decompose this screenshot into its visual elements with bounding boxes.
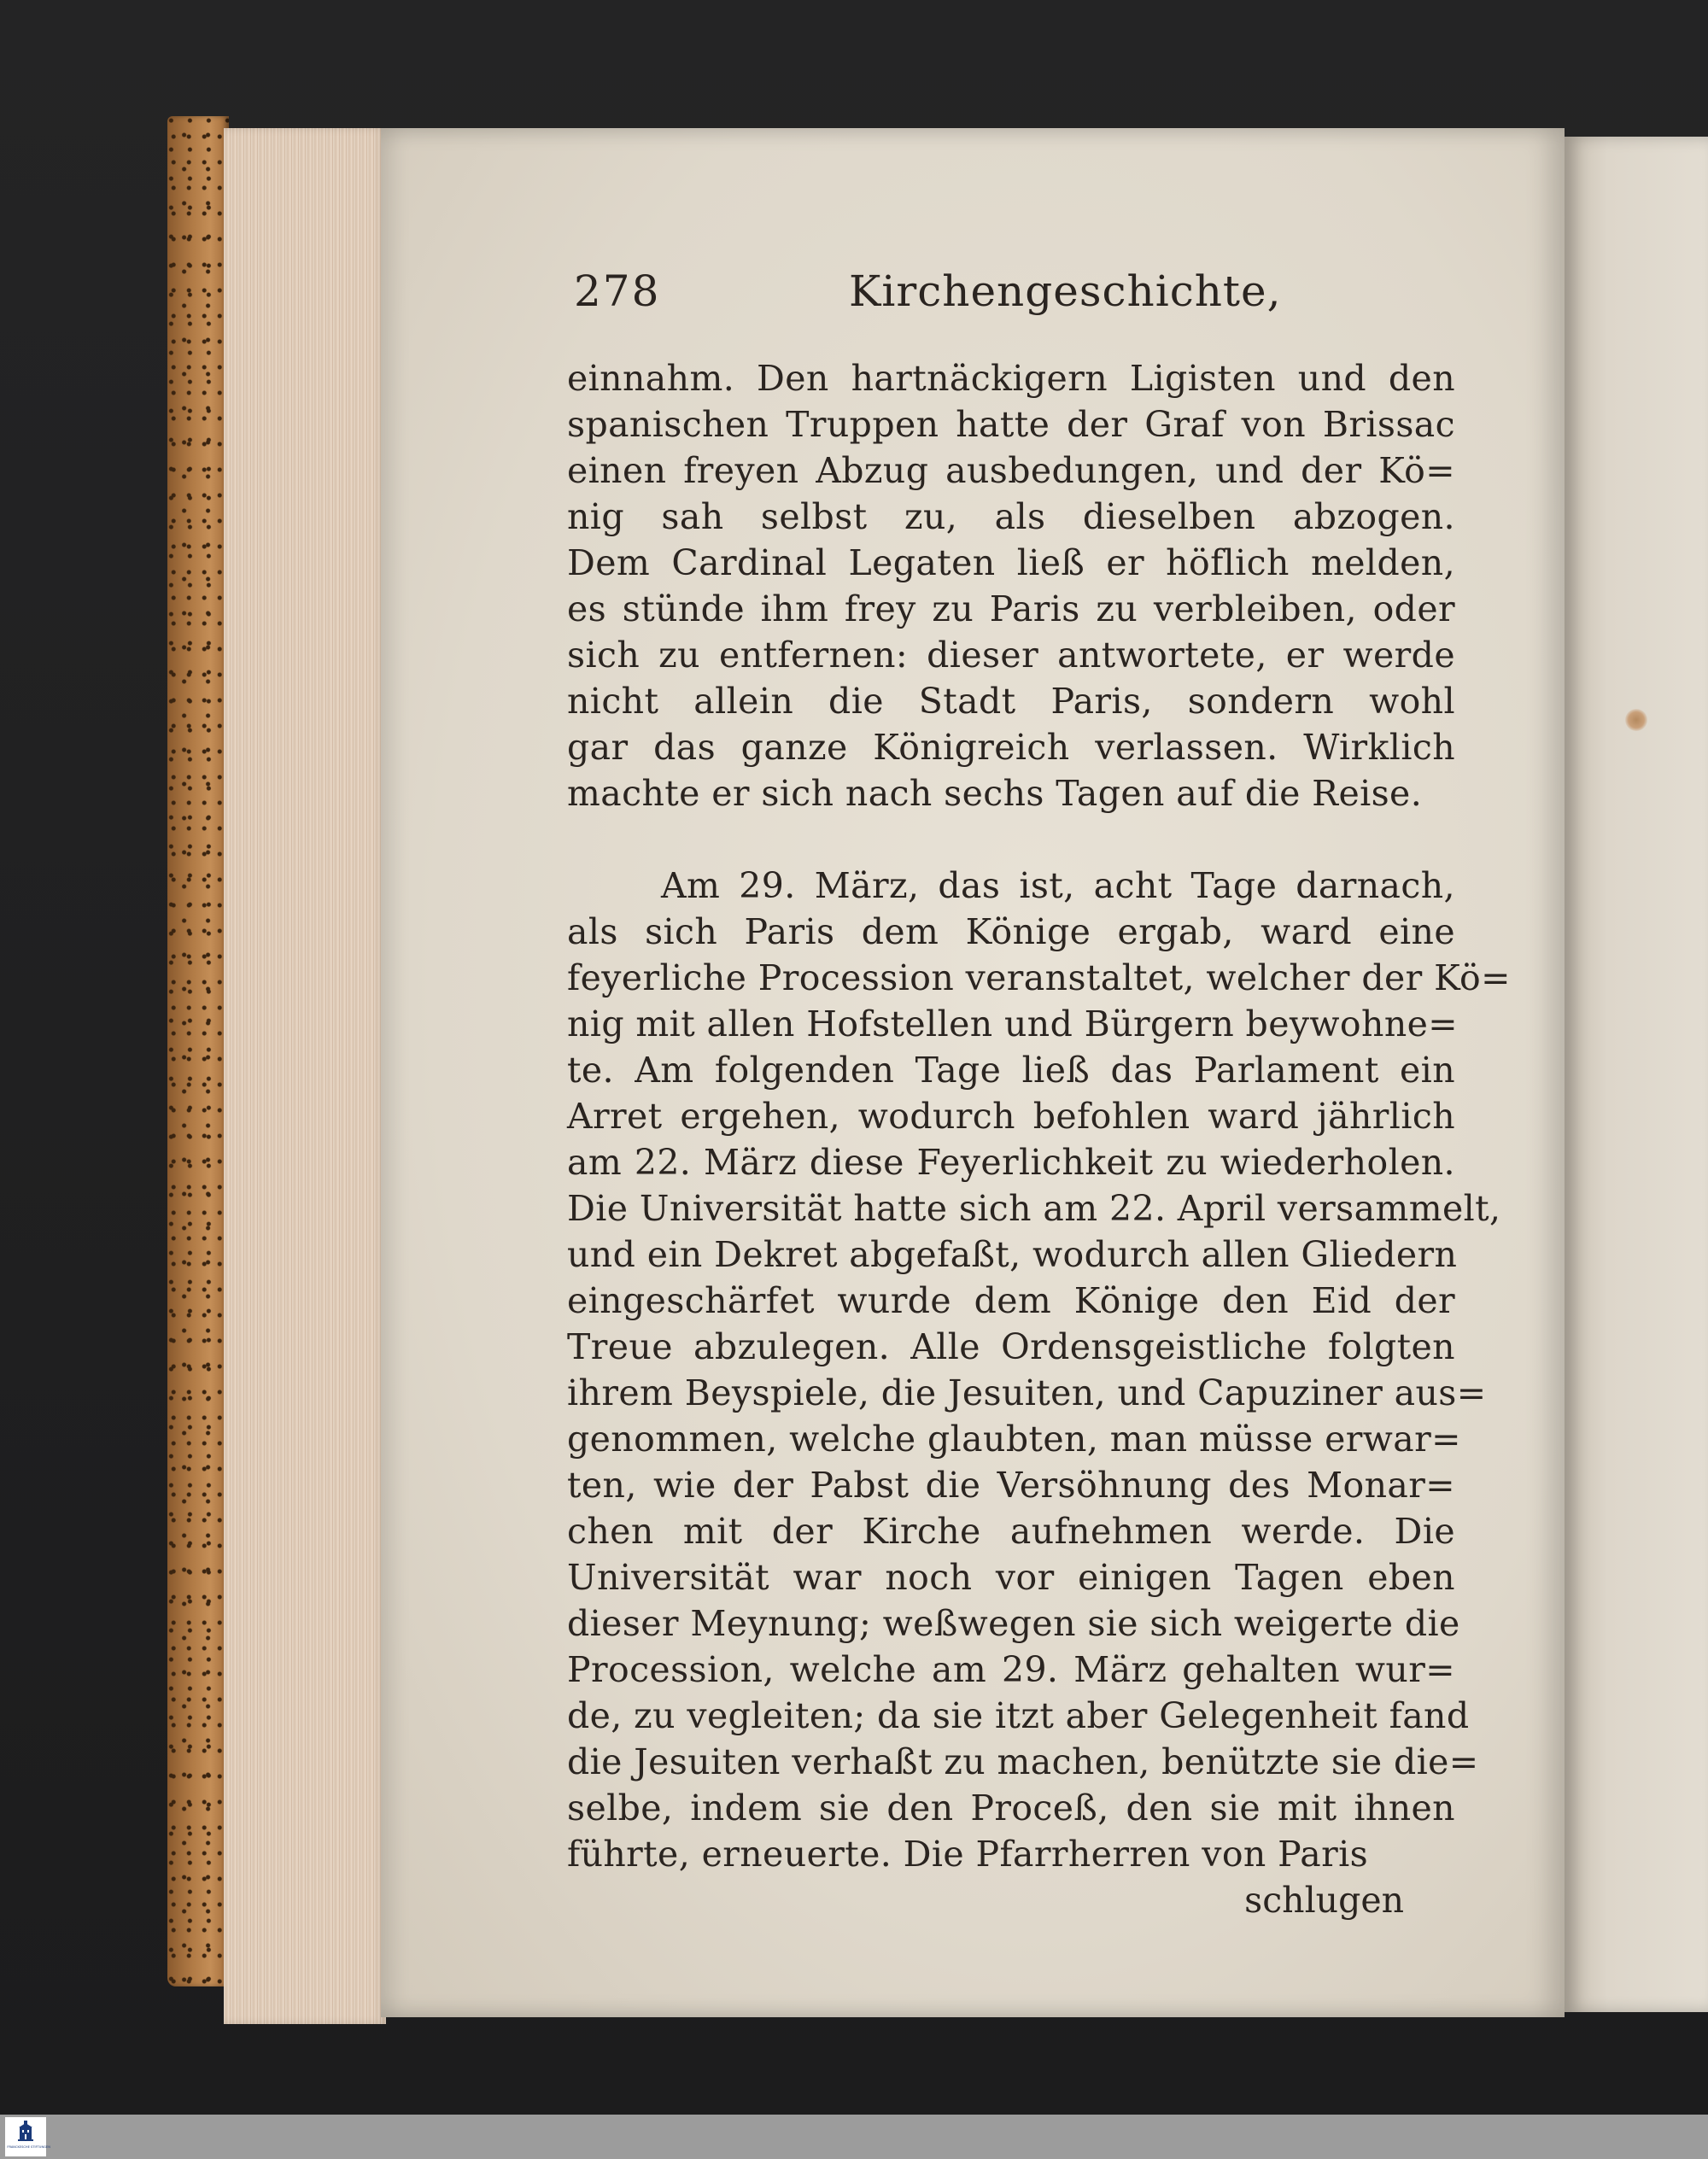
text-line: ihrem Beyspiele, die Jesuiten, und Capuziner aus= — [567, 1372, 1487, 1413]
text-line: feyerliche Procession veranstaltet, welcher der Kö= — [567, 957, 1511, 998]
page-header — [567, 256, 1455, 338]
running-head: Kirchengeschichte, — [849, 266, 1282, 316]
text-line: chen mit der Kirche aufnehmen werde. Die — [567, 1511, 1455, 1552]
text-line: Universität war noch vor einigen Tagen eben — [567, 1557, 1455, 1598]
text-line: am 22. März diese Feyerlichkeit zu wiederholen. — [567, 1142, 1455, 1183]
facing-page — [1565, 137, 1708, 2012]
text-line: führte, erneuerte. Die Pfarrherren von Paris — [567, 1834, 1369, 1875]
paragraph-2 — [567, 863, 1511, 1877]
library-logo[interactable] — [5, 2117, 50, 2156]
text-line: Arret ergehen, wodurch befohlen ward jährlich — [567, 1096, 1455, 1137]
text-line: einnahm. Den hartnäckigern Ligisten und den — [567, 358, 1455, 399]
text-line: Die Universität hatte sich am 22. April versammelt, — [567, 1188, 1501, 1229]
text-line: gar das ganze Königreich verlassen. Wirklich — [567, 727, 1455, 768]
page-stack — [224, 128, 386, 2024]
text-line: Procession, welche am 29. März gehalten wur= — [567, 1649, 1455, 1690]
text-line: dieser Meynung; weßwegen sie sich weigerte die — [567, 1603, 1460, 1644]
text-block — [567, 256, 1511, 1923]
paragraph-1 — [567, 355, 1455, 816]
text-line: Am 29. März, das ist, acht Tage darnach, — [661, 865, 1455, 906]
text-line: genommen, welche glaubten, man müsse erwar= — [567, 1419, 1461, 1460]
text-line: es stünde ihm frey zu Paris zu verbleiben, oder — [567, 588, 1455, 629]
foxing-spot — [1625, 709, 1647, 731]
page-number: 278 — [574, 266, 661, 316]
book-fore-edge — [167, 116, 229, 1986]
text-line: und ein Dekret abgefaßt, wodurch allen Gliedern — [567, 1234, 1458, 1275]
text-line: sich zu entfernen: dieser antwortete, er werde — [567, 635, 1455, 676]
text-line: einen freyen Abzug ausbedungen, und der Kö= — [567, 450, 1455, 491]
text-line: de, zu vegleiten; da sie itzt aber Gelegenheit fand — [567, 1695, 1470, 1736]
text-line: ten, wie der Pabst die Versöhnung des Monar= — [567, 1465, 1455, 1506]
viewer-footer-bar — [0, 2115, 1708, 2159]
text-line: machte er sich nach sechs Tagen auf die Reise. — [567, 773, 1423, 814]
text-line: eingeschärfet wurde dem Könige den Eid der — [567, 1280, 1455, 1321]
text-line: nig sah selbst zu, als dieselben abzogen. — [567, 496, 1455, 537]
text-line: Dem Cardinal Legaten ließ er höflich melden, — [567, 542, 1455, 583]
library-logo-text: FRANCKESCHE STIFTUNGEN — [7, 2144, 50, 2149]
catchword: schlugen — [1244, 1880, 1404, 1921]
text-line: Treue abzulegen. Alle Ordensgeistliche folgten — [567, 1326, 1455, 1367]
text-line: nicht allein die Stadt Paris, sondern wohl — [567, 681, 1455, 722]
text-line: selbe, indem sie den Proceß, den sie mit ihnen — [567, 1787, 1455, 1828]
text-line: te. Am folgenden Tage ließ das Parlament ein — [567, 1050, 1455, 1091]
text-line: die Jesuiten verhaßt zu machen, benützte sie die= — [567, 1741, 1479, 1782]
text-line: nig mit allen Hofstellen und Bürgern beywohne= — [567, 1003, 1459, 1044]
paragraph-gap — [567, 816, 1455, 863]
text-line: spanischen Truppen hatte der Graf von Brissac — [567, 404, 1455, 445]
text-line: als sich Paris dem Könige ergab, ward eine — [567, 911, 1455, 952]
building-icon — [16, 2120, 35, 2145]
